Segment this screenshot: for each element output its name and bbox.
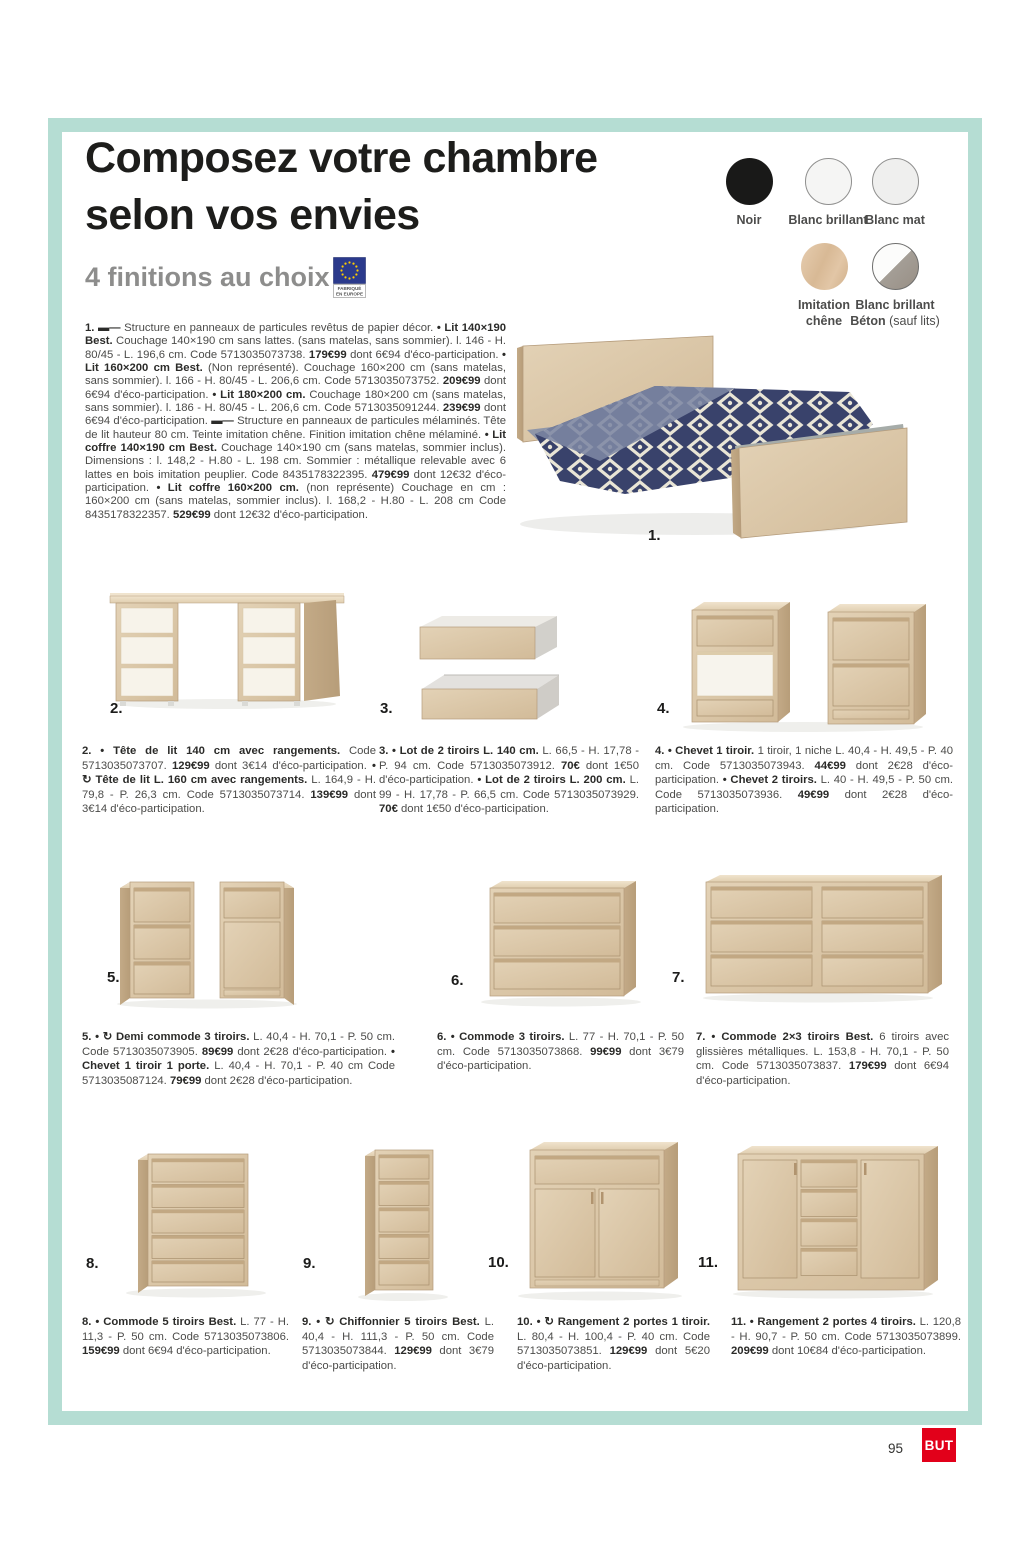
finish-beton-line2-bold: Béton: [850, 314, 886, 329]
product-label-5: 5.: [107, 969, 120, 986]
eu-flag-icon: [333, 257, 366, 299]
title-line-2: selon vos envies: [85, 191, 420, 240]
page-number: 95: [888, 1441, 904, 1456]
product-label-6: 6.: [451, 972, 464, 989]
product-label-10: 10.: [488, 1254, 509, 1271]
eu-badge-line1: FABRIQUÉ: [337, 286, 362, 291]
eu-badge-line2: EN EUROPE: [335, 291, 364, 297]
product-desc-8: 8. • Commode 5 tiroirs Best. L. 77 - H. 11,3 - P. 50 cm. Code 5713035073806. 159€99 dont 6€94 d'éco-participation.: [82, 1316, 289, 1358]
finish-blanc-mat: [843, 158, 947, 228]
product-label-8: 8.: [86, 1255, 99, 1272]
product-image-bed: [505, 326, 950, 541]
product-desc-7: 7. • Commode 2×3 tiroirs Best. 6 tiroirs avec glissières métalliques. L. 153,8 - H. 70,1 - P. 50 cm. Code 5713035073837. 179€99 dont 6€94 d'éco-participation.: [696, 1031, 950, 1087]
product-image-2: [108, 588, 346, 710]
product-desc-6: 6. • Commode 3 tiroirs. L. 77 - H. 70,1 - P. 50 cm. Code 5713035073868. 99€99 dont 3€79 d'éco-participation.: [437, 1031, 685, 1073]
finish-beton-line2-rest: (sauf lits): [885, 314, 940, 329]
product-image-5: [112, 868, 302, 1010]
product-desc-11: 11. • Rangement 2 portes 4 tiroirs. L. 120,8 - H. 90,7 - P. 50 cm. Code 5713035073899. 209€99 dont 10€84 d'éco-participation.: [731, 1316, 961, 1358]
product-image-10: [512, 1132, 692, 1304]
product-desc-10: 10. • ↻ Rangement 2 portes 1 tiroir. L. 80,4 - H. 100,4 - P. 40 cm. Code 5713035073851. 129€99 dont 5€20 d'éco-participation.: [517, 1316, 711, 1372]
product-desc-5: 5. • ↻ Demi commode 3 tiroirs. L. 40,4 - H. 70,1 - P. 50 cm. Code 5713035073905. 89€99 dont 2€28 d'éco-participation. • Chevet 1 tiroir 1 porte. L. 40,4 - H. 70,1 - P. 40 cm Code 5713035087124. 79€99 dont 2€28 d'éco-participation.: [82, 1031, 395, 1087]
product-label-7: 7.: [672, 969, 685, 986]
intro-description: 1. ▬― Structure en panneaux de particules revêtus de papier décor. • Lit 140×190 Best. Couchage 140×190 cm sans lattes. (sans matelas, sans sommier). l. 146 - H. 80/45 - L. 196,6 cm. Code 5713035073738. 179€99 dont 6€94 d'éco-participation. • Lit 160×200 cm Best. (Non représenté). Couchage 160×200 cm (sans matelas, sans sommier). l. 166 - H. 80/45 - L. 206,6 cm. Code 5713035073752. 209€99 dont 6€94 d'éco-participation. • Lit 180×200 cm. Couchage 180×200 cm (sans matelas, sans sommier). l. 186 - H. 80/45 - L. 206,6 cm. Code 5713035091244. 239€99 dont 6€94 d'éco-participation. ▬― Structure en panneaux de particules mélaminés. Tête de lit hauteur 80 cm. Teinte imitation chêne. Finition imitation chêne mélaminé. • Lit coffre 140×190 cm Best. Couchage 140×190 cm (sans matelas, sommier inclus). Dimensions : l. 148,2 - H.80 - L. 198 cm. Sommier : métallique relevable avec 6 lattes en bois imitation peuplier. Code 8435178322395. 479€99 dont 12€32 d'éco-participation. • Lit coffre 160×200 cm. (non représente) Couchage en cm : 160×200 cm (sans matelas, sommier inclus). l. 168,2 - H.80 - L. 208 cm Code 8435178322357. 529€99 dont 12€32 d'éco-participation.: [85, 322, 507, 521]
made-in-europe-badge: [333, 257, 366, 304]
finish-blanc-brillant-label: Blanc brillant: [788, 213, 868, 227]
blanc-mat-swatch-icon: [872, 158, 919, 205]
finish-imitation-chene-line2: chêne: [805, 314, 843, 329]
title-line-1: Composez votre chambre: [85, 134, 598, 182]
noir-swatch-icon: [726, 158, 773, 205]
product-image-6: [476, 872, 646, 1008]
product-label-9: 9.: [303, 1255, 316, 1272]
product-label-11: 11.: [698, 1254, 719, 1271]
product-desc-9: 9. • ↻ Chiffonnier 5 tiroirs Best. L. 40,4 - H. 111,3 - P. 50 cm. Code 5713035073844. 129€99 dont 3€79 d'éco-participation.: [302, 1316, 494, 1372]
finish-beton: [843, 243, 947, 330]
product-label-1: 1.: [648, 527, 661, 544]
product-image-3: [398, 605, 578, 733]
but-brand-text: BUT: [924, 1437, 954, 1453]
finish-imitation-chene-line1: Imitation: [797, 298, 851, 312]
beton-swatch-icon: [872, 243, 919, 290]
finish-beton-line1: Blanc brillant: [855, 298, 935, 312]
product-label-2: 2.: [110, 700, 123, 717]
product-image-7: [696, 868, 946, 1004]
product-label-3: 3.: [380, 700, 393, 717]
product-desc-4: 4. • Chevet 1 tiroir. 1 tiroir, 1 niche L. 40,4 - H. 49,5 - P. 40 cm. Code 5713035073943. 44€99 dont 2€28 d'éco-participation. • Chevet 2 tiroirs. L. 40 - H. 49,5 - P. 50 cm. Code 5713035073936. 49€99 dont 2€28 d'éco-participation.: [655, 745, 954, 816]
product-image-11: [728, 1138, 948, 1300]
product-image-9: [345, 1136, 465, 1304]
product-desc-2: 2. • Tête de lit 140 cm avec rangements. Code 5713035073707. 129€99 dont 3€14 d'éco-participation. • ↻ Tête de lit L. 160 cm avec rangements. L. 164,9 - H. 79,8 - P. 26,3 cm. Code 5713035073714. 139€99 dont 3€14 d'éco-participation.: [82, 745, 376, 816]
subtitle: 4 finitions au choix: [85, 262, 330, 292]
finish-noir-label: Noir: [736, 213, 762, 227]
page-title: [85, 130, 598, 244]
product-desc-3: 3. • Lot de 2 tiroirs L. 140 cm. L. 66,5 - H. 17,78 - P. 94 cm. Code 5713035073912. 70€ dont 1€50 d'éco-participation. • Lot de 2 tiroirs L. 200 cm. L. 99 - H. 17,78 - P. 66,5 cm. Code 5713035073929. 70€ dont 1€50 d'éco-participation.: [379, 745, 640, 816]
imitation-chene-swatch-icon: [801, 243, 848, 290]
product-label-4: 4.: [657, 700, 670, 717]
but-brand-logo: [922, 1428, 956, 1462]
finish-blanc-mat-label: Blanc mat: [865, 213, 925, 227]
product-image-8: [108, 1138, 288, 1300]
product-image-4: [678, 592, 933, 734]
